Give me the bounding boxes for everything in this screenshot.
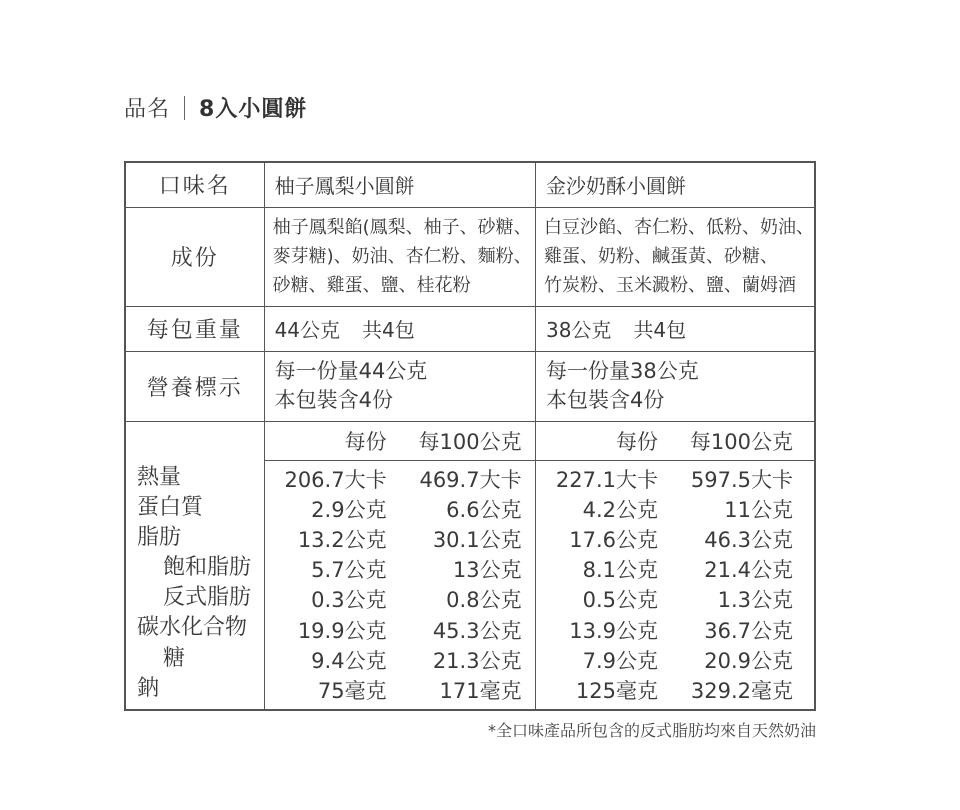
per-serving-value: 4.2公克 [582, 497, 658, 522]
flavor-label: 口味名 [125, 162, 264, 207]
nutrition-col-headers [536, 422, 814, 461]
serving-info [535, 351, 815, 421]
per-serving-value: 125毫克 [575, 678, 658, 703]
per-100g-value: 36.7公克 [704, 618, 793, 643]
nutrient-row [265, 554, 535, 584]
per-serving-value: 19.9公克 [297, 618, 387, 643]
pack-count: 共4包 [362, 318, 415, 342]
nutrient-label: 熱量 [137, 464, 182, 490]
per-serving-value: 17.6公克 [569, 527, 658, 552]
product-name: 8入小圓餅 [199, 97, 308, 122]
per-serving-value: 7.9公克 [582, 648, 658, 673]
per-100g-value: 11公克 [724, 497, 793, 522]
nutrient-row [536, 494, 814, 524]
nutrient-row [265, 675, 535, 705]
ingredients-line: 竹炭粉、玉米澱粉、鹽、蘭姆酒 [543, 275, 796, 296]
per-100g-value: 1.3公克 [717, 588, 793, 613]
nutrient-row [265, 614, 535, 644]
per-serving-value: 13.9公克 [569, 618, 658, 643]
per-serving-header: 每份 [344, 429, 387, 454]
serving-row [125, 351, 815, 421]
nutrition-label: 營養標示 [125, 351, 264, 421]
nutrient-row [536, 645, 814, 675]
per-serving-value: 2.9公克 [311, 497, 387, 522]
pack-count: 共4包 [633, 318, 687, 342]
nutrient-label: 脂肪 [137, 524, 182, 550]
serving-info [264, 351, 535, 421]
serving-size: 每一份量44公克 [274, 359, 428, 383]
nutrient-row [536, 524, 814, 554]
per-100g-value: 13公克 [452, 558, 522, 583]
nutrition-col-headers [265, 422, 535, 461]
per-serving-value: 0.3公克 [311, 588, 387, 613]
per-serving-value: 227.1大卡 [555, 467, 658, 492]
ingredients-line: 雞蛋、奶粉、鹹蛋黃、砂糖、 [543, 246, 778, 267]
nutrient-row [265, 464, 535, 494]
per-serving-value: 5.7公克 [311, 558, 387, 583]
nutrient-label: 蛋白質 [137, 494, 204, 520]
nutrient-row [265, 494, 535, 524]
per-100g-value: 20.9公克 [704, 648, 793, 673]
per-serving-value: 206.7大卡 [284, 467, 387, 492]
per-100g-value: 30.1公克 [432, 527, 522, 552]
nutrient-label: 碳水化合物 [137, 615, 248, 641]
weight-value: 38公克 [545, 318, 612, 342]
ingredients-line: 麥芽糖)、奶油、杏仁粉、麵粉、 [272, 246, 532, 267]
weight-cell [535, 306, 815, 351]
nutrition-values [264, 421, 535, 710]
servings-per-pack: 本包裝含4份 [274, 388, 393, 412]
per-serving-header: 每份 [615, 429, 658, 454]
nutrient-row [265, 584, 535, 614]
per-serving-value: 13.2公克 [297, 527, 387, 552]
per-100g-value: 469.7大卡 [419, 467, 522, 492]
weight-row [125, 306, 815, 351]
per-100g-value: 45.3公克 [432, 618, 522, 643]
per-100g-header: 每100公克 [418, 429, 522, 454]
nutrient-row [536, 675, 814, 705]
nutrient-labels [125, 421, 264, 710]
per-serving-value: 0.5公克 [582, 588, 658, 613]
nutrient-label: 飽和脂肪 [163, 555, 252, 581]
flavor-name: 金沙奶酥小圓餅 [535, 162, 815, 207]
per-100g-value: 6.6公克 [446, 497, 522, 522]
weight-value: 44公克 [274, 318, 341, 342]
ingredients-label: 成份 [125, 207, 264, 306]
per-100g-value: 46.3公克 [704, 527, 793, 552]
nutrient-row [265, 524, 535, 554]
nutrition-values [535, 421, 815, 710]
nutrient-row [536, 554, 814, 584]
servings-per-pack: 本包裝含4份 [545, 388, 665, 412]
nutrient-row [536, 584, 814, 614]
ingredients-text [264, 207, 535, 306]
footnote: *全口味產品所包含的反式脂肪均來自天然奶油 [487, 721, 816, 740]
ingredients-line: 砂糖、雞蛋、鹽、桂花粉 [272, 275, 471, 296]
per-100g-value: 21.4公克 [704, 558, 793, 583]
nutrient-label: 反式脂肪 [163, 585, 252, 611]
per-100g-value: 21.3公克 [432, 648, 522, 673]
nutrient-label: 糖 [163, 645, 186, 671]
ingredients-line: 柚子鳳梨餡(鳳梨、柚子、砂糖、 [272, 217, 532, 238]
nutrient-label: 鈉 [137, 675, 160, 701]
per-serving-value: 8.1公克 [582, 558, 658, 583]
nutrient-row [536, 464, 814, 494]
serving-size: 每一份量38公克 [545, 359, 699, 383]
ingredients-row [125, 207, 815, 306]
per-100g-value: 171毫克 [439, 678, 522, 703]
nutrient-row [536, 614, 814, 644]
product-title [124, 92, 307, 123]
per-100g-header: 每100公克 [689, 429, 793, 454]
flavor-row [125, 162, 815, 207]
ingredients-text [535, 207, 815, 306]
weight-cell [264, 306, 535, 351]
nutrient-row [265, 645, 535, 675]
per-serving-value: 9.4公克 [311, 648, 387, 673]
weight-label: 每包重量 [125, 306, 264, 351]
ingredients-line: 白豆沙餡、杏仁粉、低粉、奶油、 [543, 217, 814, 238]
per-100g-value: 597.5大卡 [690, 467, 793, 492]
title-divider [184, 96, 185, 120]
product-name-label: 品名 [124, 97, 171, 122]
per-serving-value: 75毫克 [317, 678, 387, 703]
nutrition-facts-row [125, 421, 815, 710]
per-100g-value: 0.8公克 [446, 588, 522, 613]
per-100g-value: 329.2毫克 [690, 678, 793, 703]
flavor-name: 柚子鳳梨小圓餅 [264, 162, 535, 207]
nutrition-table [124, 161, 816, 711]
